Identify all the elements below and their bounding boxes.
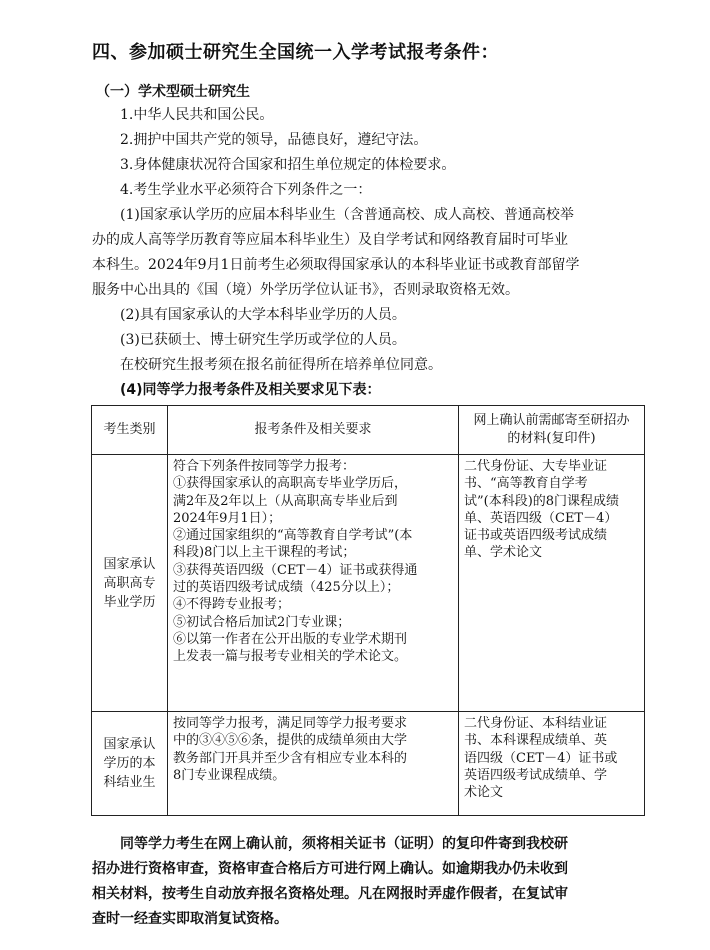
materials-cell bbox=[459, 455, 645, 712]
notice-line: 相关材料，按考生自动放弃报名资格处理。凡在网报时弄虚作假者，在复试审 bbox=[92, 886, 568, 902]
section-title: 四、参加硕士研究生全国统一入学考试报考条件： bbox=[92, 42, 499, 63]
notice-line: 招办进行资格审查，资格审查合格后方可进行网上确认。如逾期我办仍未收到 bbox=[92, 861, 568, 877]
category-line: 国家承认 bbox=[103, 737, 156, 752]
material-line: 书、“高等教育自学考 bbox=[464, 476, 588, 492]
condition-1: 1.中华人民共和国公民。 bbox=[120, 107, 274, 123]
table-row bbox=[92, 455, 645, 712]
category-line: 学历的本 bbox=[103, 756, 156, 771]
requirements-cell bbox=[168, 712, 459, 816]
requirements-cell bbox=[168, 455, 459, 712]
category-line: 高职高专 bbox=[103, 575, 156, 591]
requirement-line: 8门专业课程成绩。 bbox=[173, 767, 286, 783]
sub-condition-1-line-1: (1)国家承认学历的应届本科毕业生（含普通高校、成人高校、普通高校举 bbox=[120, 207, 574, 223]
header-category bbox=[92, 406, 168, 455]
header-requirements-label: 报考条件及相关要求 bbox=[254, 422, 372, 437]
header-category-label: 考生类别 bbox=[103, 422, 156, 437]
notice-line: 同等学力考生在网上确认前，须将相关证书（证明）的复印件寄到我校研 bbox=[92, 836, 568, 852]
requirement-line: 过的英语四级考试成绩（425分以上）； bbox=[173, 580, 400, 596]
materials-cell bbox=[459, 712, 645, 816]
material-line: 二代身份证、本科结业证 bbox=[464, 716, 608, 731]
header-materials-line-1: 网上确认前需邮寄至研招办 bbox=[473, 413, 630, 428]
condition-2: 2.拥护中国共产党的领导，品德良好，遵纪守法。 bbox=[120, 132, 428, 148]
notice-paragraph bbox=[92, 832, 568, 932]
notice-line: 查时一经查实即取消复试资格。 bbox=[92, 911, 288, 927]
category-cell bbox=[92, 712, 168, 816]
table-header-row bbox=[92, 406, 645, 455]
sub-condition-4-title: (4)同等学力报考条件及相关要求见下表： bbox=[120, 382, 381, 398]
condition-3: 3.身体健康状况符合国家和招生单位规定的体检要求。 bbox=[120, 157, 456, 173]
sub-condition-2: (2)具有国家承认的大学本科毕业学历的人员。 bbox=[120, 307, 406, 323]
requirement-line: 按同等学力报考，满足同等学力报考要求 bbox=[173, 716, 408, 731]
category-line: 科结业生 bbox=[103, 775, 156, 790]
requirement-line: 2024年9月1日）； bbox=[173, 510, 282, 526]
requirement-line: 满2年及2年以上（从高职高专毕业后到 bbox=[173, 493, 398, 509]
requirement-line: 中的③④⑤⑥条，提供的成绩单须由大学 bbox=[173, 733, 408, 749]
condition-4: 4.考生学业水平必须符合下列条件之一： bbox=[120, 182, 372, 198]
requirement-line: ④不得跨专业报考； bbox=[173, 597, 291, 613]
requirement-line: ①获得国家承认的高职高专毕业学历后， bbox=[173, 476, 408, 492]
requirements-table bbox=[91, 405, 645, 816]
material-line: 单、学术论文 bbox=[464, 545, 543, 561]
material-line: 术论文 bbox=[464, 785, 504, 801]
material-line: 单、英语四级（CET－4） bbox=[464, 510, 618, 526]
requirement-line: ⑥以第一作者在公开出版的专业学术期刊 bbox=[173, 631, 408, 647]
sub-condition-1-line-3: 本科生。2024年9月1日前考生必须取得国家承认的本科毕业证书或教育部留学 bbox=[92, 257, 580, 273]
header-materials bbox=[459, 406, 645, 455]
material-line: 语四级（CET－4）证书或 bbox=[464, 750, 618, 766]
requirement-line: ⑤初试合格后加试2门专业课； bbox=[173, 614, 351, 630]
table-row bbox=[92, 712, 645, 816]
header-materials-line-2: 的材料(复印件) bbox=[507, 431, 596, 446]
requirement-line: 上发表一篇与报考专业相关的学术论文。 bbox=[173, 649, 408, 665]
material-line: 证书或英语四级考试成绩 bbox=[464, 528, 608, 544]
material-line: 书、本科课程成绩单、英 bbox=[464, 733, 608, 749]
category-line: 毕业学历 bbox=[103, 594, 156, 610]
material-line: 试”(本科段)的8门课程成绩 bbox=[464, 493, 620, 509]
category-cell bbox=[92, 455, 168, 712]
requirement-line: ③获得英语四级（CET－4）证书或获得通 bbox=[173, 562, 418, 578]
sub-condition-1-line-4: 服务中心出具的《国（境）外学历学位认证书》，否则录取资格无效。 bbox=[92, 282, 519, 298]
material-line: 英语四级考试成绩单、学 bbox=[464, 767, 608, 783]
requirement-line: 符合下列条件按同等学力报考： bbox=[173, 459, 356, 474]
category-line: 国家承认 bbox=[103, 556, 156, 572]
requirement-line: 教务部门开具并至少含有相应专业本科的 bbox=[173, 750, 408, 766]
student-note: 在校研究生报考须在报名前征得所在培养单位同意。 bbox=[120, 357, 442, 373]
requirement-line: ②通过国家组织的“高等教育自学考试”(本 bbox=[173, 528, 413, 544]
material-line: 二代身份证、大专毕业证 bbox=[464, 459, 608, 474]
subsection-title: （一）学术型硕士研究生 bbox=[96, 84, 250, 100]
sub-condition-3: (3)已获硕士、博士研究生学历或学位的人员。 bbox=[120, 332, 406, 348]
header-requirements bbox=[168, 406, 459, 455]
sub-condition-1-line-2: 办的成人高等学历教育等应届本科毕业生）及自学考试和网络教育届时可毕业 bbox=[92, 232, 568, 248]
requirement-line: 科段)8门以上主干课程的考试； bbox=[173, 545, 356, 561]
